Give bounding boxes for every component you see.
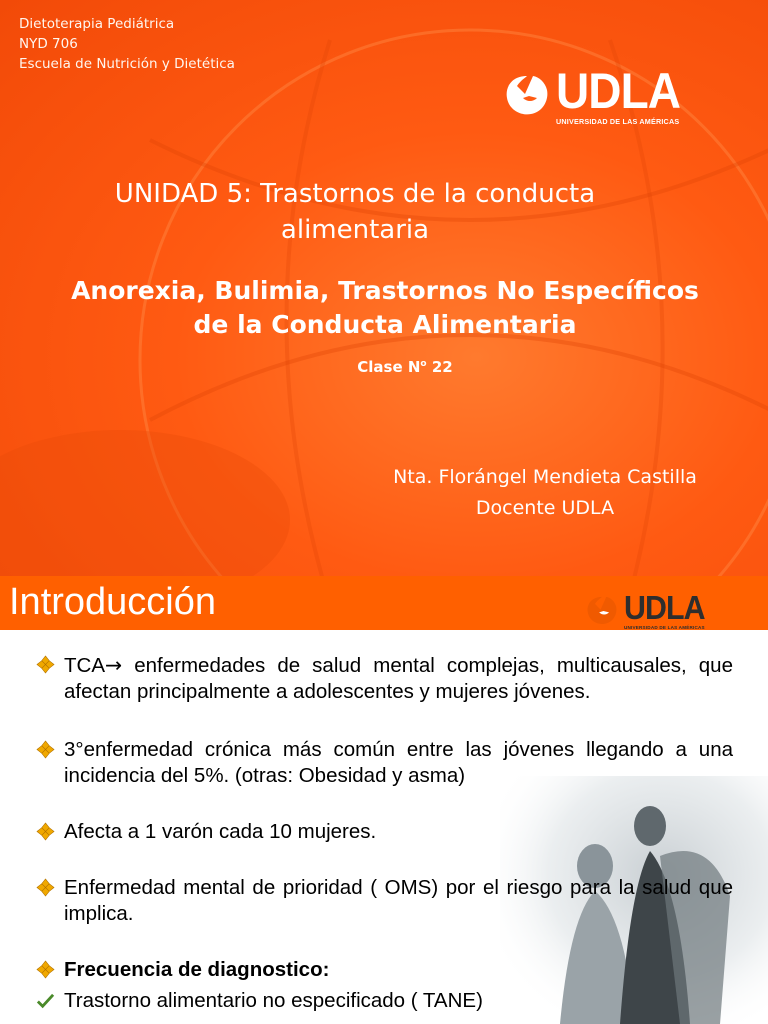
list-item: 3°enfermedad crónica más común entre las jóvenes llegando a una incidencia del 5%. (otras: Obesidad y asma): [36, 737, 733, 789]
check-bullet-icon: [36, 991, 55, 1010]
logo-wordmark: UDLA: [624, 589, 705, 626]
school-name: Escuela de Nutrición y Dietética: [19, 56, 235, 72]
topic-title: Anorexia, Bulimia, Trastornos No Específicos de la Conducta Alimentaria: [71, 276, 699, 339]
introduction-slide: [0, 576, 768, 1024]
list-item: Afecta a 1 varón cada 10 mujeres.: [36, 819, 733, 845]
diamond-bullet-icon: [36, 655, 55, 674]
list-item: Trastorno alimentario no especificado ( TANE): [36, 988, 733, 1014]
list-item: TCA→ enfermedades de salud mental complejas, multicausales, que afectan principalmente a adolescentes y mujeres jóvenes.: [36, 652, 733, 705]
course-name: Dietoterapia Pediátrica: [19, 16, 175, 32]
diamond-bullet-icon: [36, 960, 55, 979]
teacher-info: [360, 462, 730, 524]
udla-swoosh-icon: [503, 72, 551, 120]
logo-subtitle: UNIVERSIDAD DE LAS AMÉRICAS: [624, 625, 705, 630]
arrow-icon: →: [105, 653, 123, 677]
list-item: Frecuencia de diagnostico:: [36, 957, 733, 983]
course-info: [19, 14, 235, 74]
logo-wordmark: UDLA: [556, 63, 681, 119]
udla-logo-small: [585, 591, 712, 630]
udla-swoosh-icon: [585, 594, 619, 628]
logo-subtitle: UNIVERSIDAD DE LAS AMÉRICAS: [556, 117, 680, 126]
diamond-bullet-icon: [36, 878, 55, 897]
class-number: Clase $N^o$ 22: [357, 358, 453, 376]
diamond-bullet-icon: [36, 822, 55, 841]
slide-title: Introducción: [9, 581, 217, 623]
udla-logo: [503, 63, 691, 126]
diamond-bullet-icon: [36, 740, 55, 759]
course-code: NYD 706: [19, 36, 78, 52]
unit-title: UNIDAD 5: Trastornos de la conducta alimentaria: [114, 179, 596, 245]
bullet-list: [36, 652, 733, 1014]
teacher-role: Docente UDLA: [475, 497, 615, 519]
teacher-name: Nta. Florángel Mendieta Castilla: [393, 466, 697, 488]
list-item: Enfermedad mental de prioridad ( OMS) por el riesgo para la salud que implica.: [36, 875, 733, 927]
